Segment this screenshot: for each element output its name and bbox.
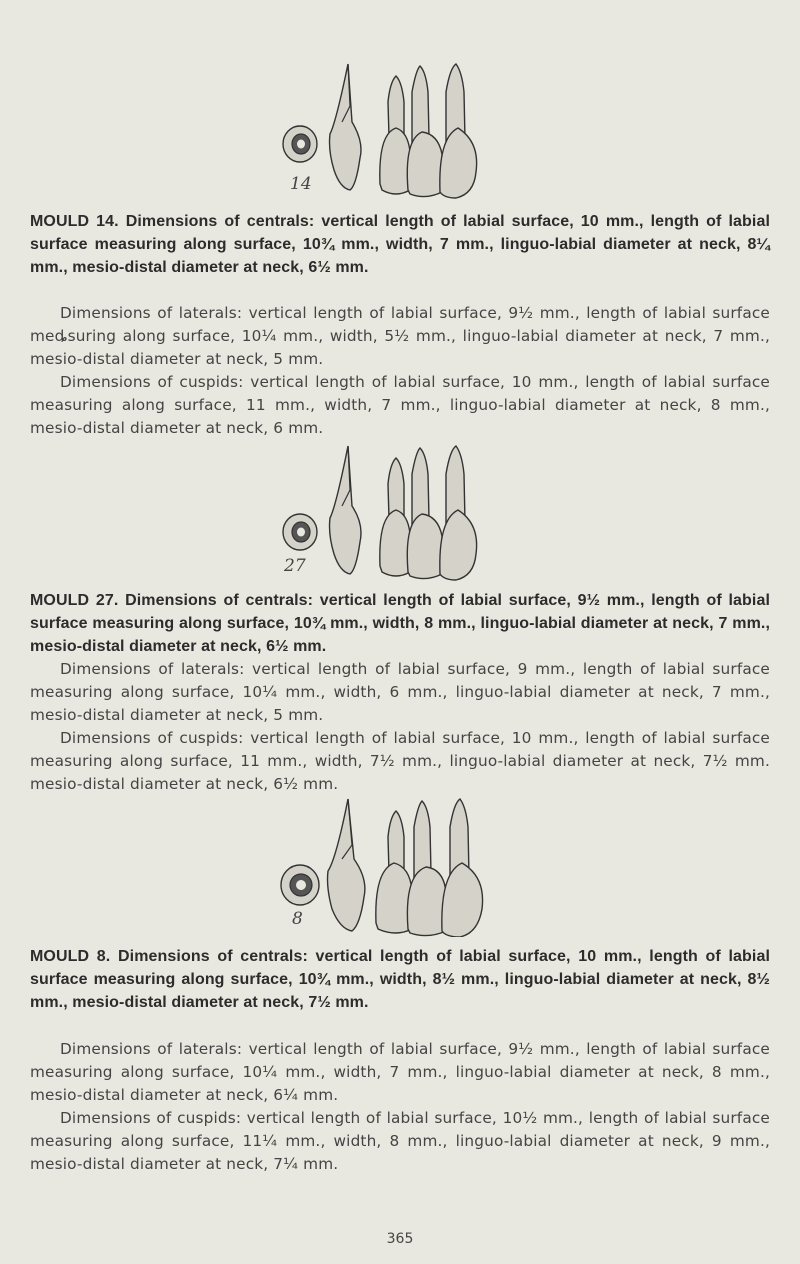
laterals-paragraph: Dimensions of laterals: vertical length of labial surface, 9½ mm., length of labial surface measuring along surface, 10¼ mm., width, 7 mm., linguo-labial diameter at neck, 8 mm., mesio-distal diameter at neck, 6¼ mm. [30,1040,770,1104]
laterals-paragraph: Dimensions of laterals: vertical length of labial surface, 9 mm., length of labial surface measuring along surface, 10¼ mm., width, 6 mm., linguo-labial diameter at neck, 7 mm., mesio-distal diameter at neck, 5 mm. [30,660,770,724]
mould-heading: MOULD 14. Dimensions of centrals: vertical length of labial surface, 10 mm., length of labial surface measuring along surface, 10¾ mm., width, 7 mm., linguo-labial diameter at neck, 8¼ mm., mesio-distal diameter at neck, 6½ mm. [30,213,770,276]
figure-number: 27 [284,556,306,576]
tooth-illustration [270,797,530,937]
page-number: 365 [386,1231,414,1247]
tooth-figure-8 [270,797,530,937]
mould-heading: MOULD 27. Dimensions of centrals: vertical length of labial surface, 9½ mm., length of labial surface measuring along surface, 10¾ mm., width, 8 mm., linguo-labial diameter at neck, 7 mm., mesio-distal diameter at neck, 6½ mm. [30,592,770,655]
cuspids-paragraph: Dimensions of cuspids: vertical length of labial surface, 10 mm., length of labial surface measuring along surface, 11 mm., width, 7 mm., linguo-labial diameter at neck, 8 mm., mesio-distal diameter at neck, 6 mm. [30,373,770,437]
figure-number: 14 [290,174,312,194]
tooth-illustration [270,442,530,582]
cuspids-paragraph: Dimensions of cuspids: vertical length of labial surface, 10½ mm., length of labial surface measuring along surface, 11¼ mm., width, 8 mm., linguo-labial diameter at neck, 9 mm., mesio-distal diameter at neck, 7¼ mm. [30,1109,770,1173]
cuspids-paragraph: Dimensions of cuspids: vertical length of labial surface, 10 mm., length of labial surface measuring along surface, 11 mm., width, 7½ mm., linguo-labial diameter at neck, 7½ mm. mesio-distal diameter at neck, 6½ mm. [30,729,770,793]
figure-number: 8 [292,909,303,929]
tooth-figure-27 [270,442,530,582]
mould-heading: MOULD 8. Dimensions of centrals: vertical length of labial surface, 10 mm., length of labial surface measuring along surface, 10¾ mm., width, 8½ mm., linguo-labial diameter at neck, 8½ mm., mesio-distal diameter at neck, 7½ mm. [30,948,770,1011]
tooth-figure-14 [270,62,530,202]
laterals-paragraph: Dimensions of laterals: vertical length of labial surface, 9½ mm., length of labial surface meȡsuring along surface, 10¼ mm., width, 5½ mm., linguo-labial diameter at neck, 7 mm., mesio-distal diameter at neck, 5 mm. [30,304,770,368]
